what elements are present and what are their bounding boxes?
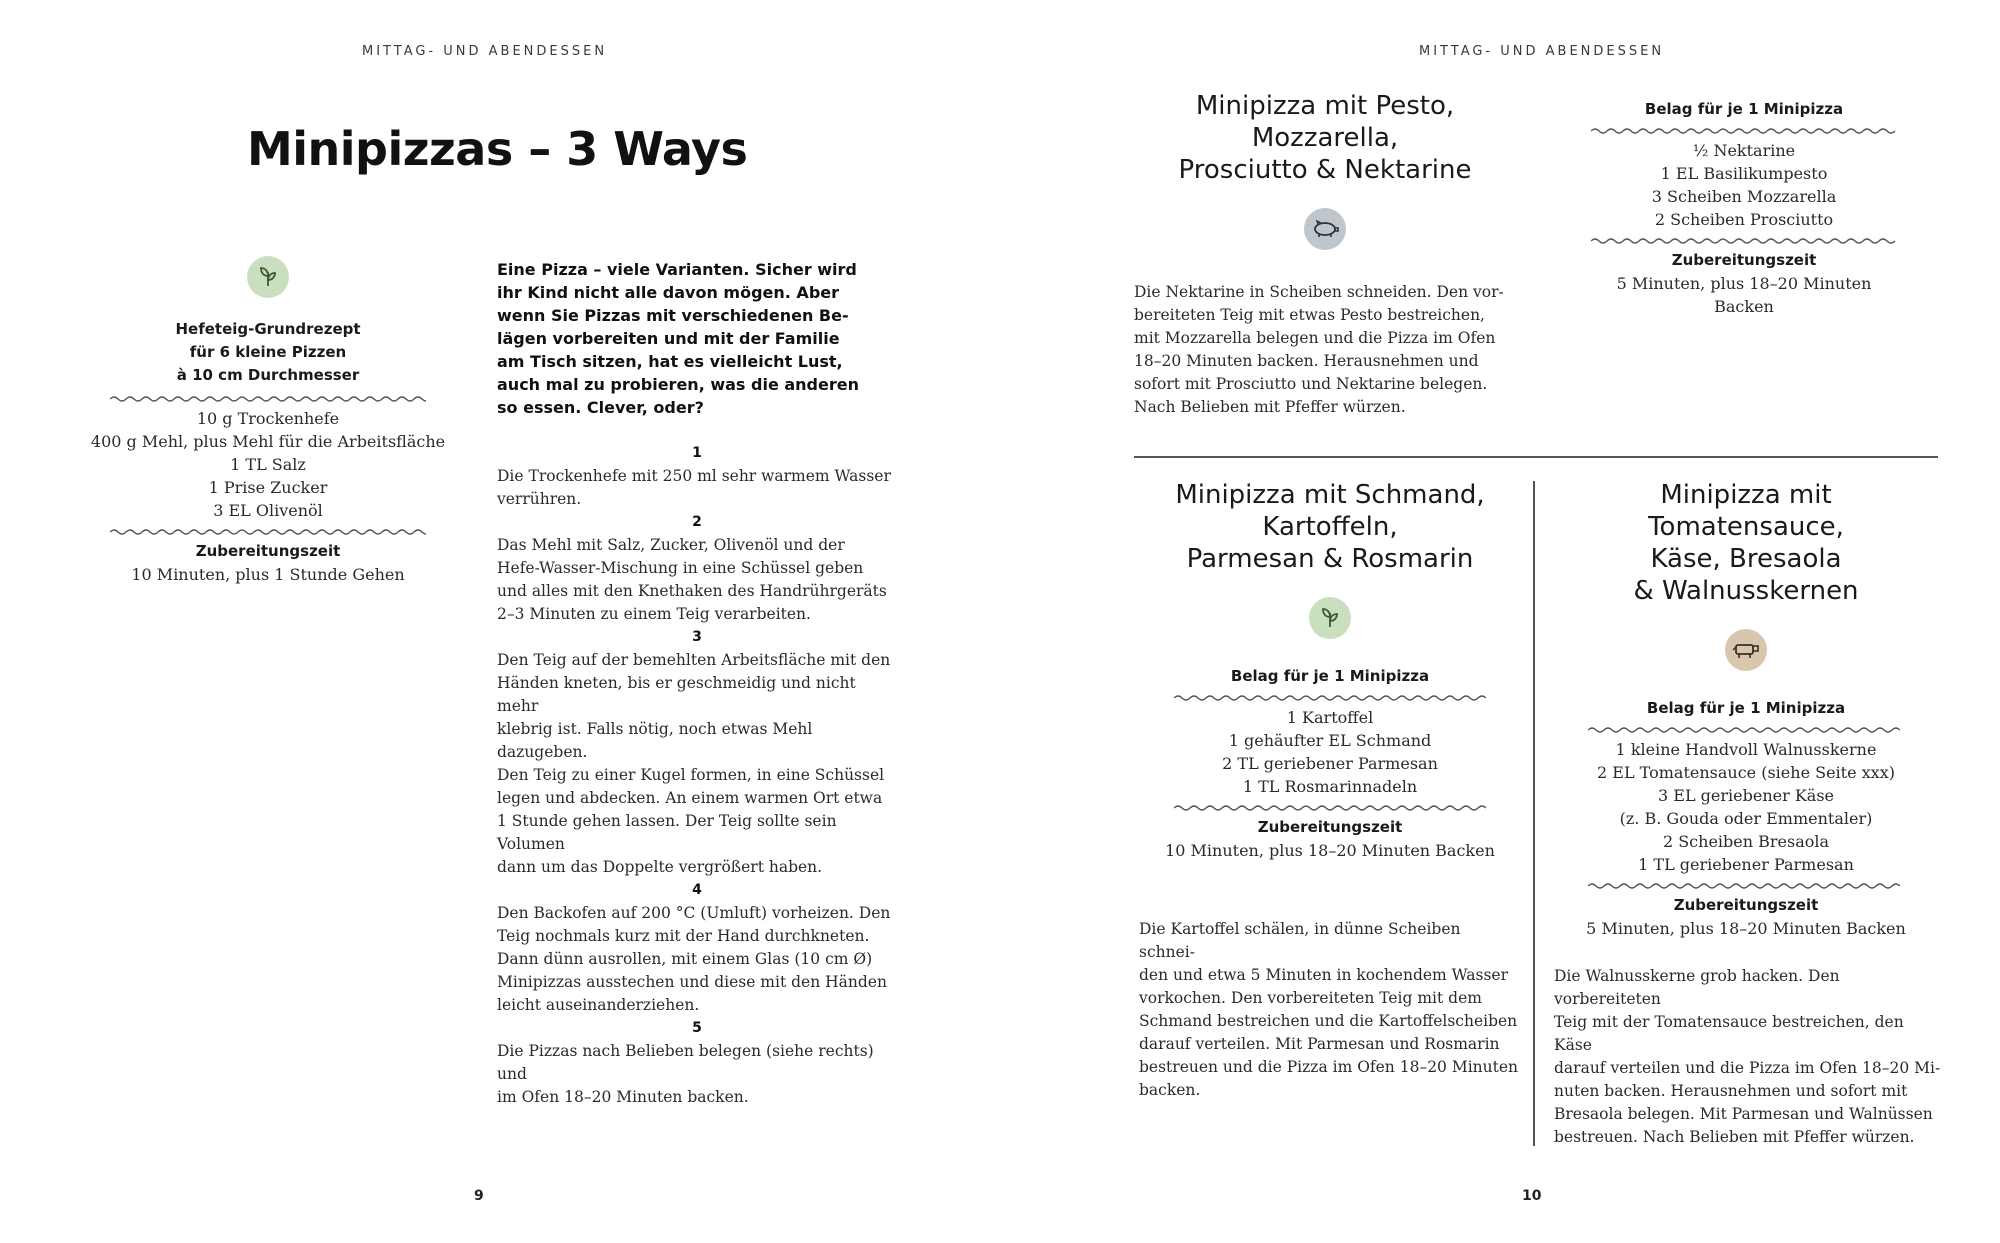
list-item: 1 TL Rosmarinnadeln bbox=[1242, 777, 1418, 796]
page-title: Minipizzas – 3 Ways bbox=[247, 122, 748, 176]
running-head-right: MITTAG- UND ABENDESSEN bbox=[1419, 44, 1665, 59]
list-item: 1 EL Basilikumpesto bbox=[1660, 164, 1828, 183]
recipe1-title: Minipizza mit Pesto, Mozzarella, Prosciutto & Nektarine bbox=[1178, 91, 1472, 185]
prep-time-value: 10 Minuten, plus 1 Stunde Gehen bbox=[131, 565, 405, 584]
list-item: 400 g Mehl, plus Mehl für die Arbeitsfläche bbox=[90, 432, 446, 451]
ingredient-list bbox=[1164, 706, 1496, 798]
topping-label: Belag für je 1 Minipizza bbox=[1230, 667, 1430, 685]
recipe2 bbox=[1164, 479, 1496, 862]
step-number: 2 bbox=[692, 514, 702, 530]
list-item: (z. B. Gouda oder Emmentaler) bbox=[1619, 809, 1873, 828]
ingredient-list bbox=[1591, 139, 1897, 231]
list-item: 2 TL geriebener Parmesan bbox=[1222, 754, 1438, 773]
step-1: 1 Die Trockenhefe mit 250 ml sehr warmem Wasser verrühren. bbox=[497, 442, 897, 511]
step-number: 5 bbox=[692, 1020, 702, 1036]
column-divider bbox=[1533, 481, 1535, 1146]
topping-label: Belag für je 1 Minipizza bbox=[1644, 100, 1844, 118]
list-item: 1 gehäufter EL Schmand bbox=[1228, 731, 1432, 750]
step-4: 4 Den Backofen auf 200 °C (Umluft) vorheizen. Den Teig nochmals kurz mit der Hand durchkneten. Dann dünn ausrollen, mit einem Glas (10 cm Ø) Minipizzas ausstechen und diese mit den Händen leicht auseinanderziehen. bbox=[497, 879, 897, 1017]
wavy-rule bbox=[1588, 726, 1904, 734]
list-item: 2 EL Tomatensauce (siehe Seite xxx) bbox=[1597, 763, 1895, 782]
list-item: ½ Nektarine bbox=[1692, 141, 1796, 160]
prep-time-value: 5 Minuten, plus 18–20 Minuten Backen bbox=[1586, 919, 1906, 938]
base-recipe-sidebar bbox=[90, 256, 446, 586]
list-item: 3 Scheiben Mozzarella bbox=[1651, 187, 1837, 206]
recipe3-title: Minipizza mit Tomatensauce, Käse, Bresaola & Walnusskernen bbox=[1633, 480, 1859, 606]
list-item: 1 kleine Handvoll Walnusskerne bbox=[1615, 740, 1877, 759]
page-number-left: 9 bbox=[474, 1188, 484, 1204]
section-divider bbox=[1134, 456, 1938, 458]
topping-label: Belag für je 1 Minipizza bbox=[1646, 699, 1846, 717]
recipe3-text: Die Walnusskerne grob hacken. Den vorbereiteten Teig mit der Tomatensauce bestreichen, den Käse darauf verteilen und die Pizza im Ofen 18–20 Mi- nuten backen. Herausnehmen und sofort mit Bresaola belegen. Mit Parmesan und Walnüssen bestreuen. Nach Belieben mit Pfeffer würzen. bbox=[1554, 967, 1941, 1146]
step-2: 2 Das Mehl mit Salz, Zucker, Olivenöl und der Hefe-Wasser-Mischung in eine Schüssel geben und alles mit den Knethaken des Handrührgeräts 2–3 Minuten zu einem Teig verarbeiten. bbox=[497, 511, 897, 626]
prep-time-label: Zubereitungszeit bbox=[1673, 896, 1819, 914]
list-item: 3 EL Olivenöl bbox=[213, 501, 323, 520]
prep-time-label: Zubereitungszeit bbox=[1257, 818, 1403, 836]
wavy-rule bbox=[1174, 804, 1486, 812]
pig-icon bbox=[1304, 208, 1346, 250]
wavy-rule bbox=[1591, 127, 1897, 135]
intro-text: Eine Pizza – viele Varianten. Sicher wird ihr Kind nicht alle davon mögen. Aber wenn Sie Pizzas mit verschiedenen Be- lägen vorbereiten und mit der Familie am Tisch sitzen, hat es vielleicht Lust, auch mal zu probieren, was die anderen so essen. Clever, oder? bbox=[497, 260, 859, 417]
list-item: 1 Prise Zucker bbox=[208, 478, 328, 497]
list-item: 1 TL Salz bbox=[230, 455, 306, 474]
step-3: 3 Den Teig auf der bemehlten Arbeitsfläche mit den Händen kneten, bis er geschmeidig und nicht mehr klebrig ist. Falls nötig, noch etwas Mehl dazugeben. Den Teig zu einer Kugel formen, in eine Schüssel legen und abdecken. An einem warmen Ort etwa 1 Stunde gehen lassen. Der Teig sollte sein Volumen dann um das Doppelte vergrößert haben. bbox=[497, 626, 897, 879]
recipe1-text: Die Nektarine in Scheiben schneiden. Den vor- bereiteten Teig mit etwas Pesto bestreichen, mit Mozzarella belegen und die Pizza im Ofen 18–20 Minuten backen. Herausnehmen und sofort mit Prosciutto und Nektarine belegen. Nach Belieben mit Pfeffer würzen. bbox=[1134, 283, 1504, 416]
recipe1-header bbox=[1150, 90, 1500, 250]
page-number-right: 10 bbox=[1522, 1188, 1542, 1204]
recipe3 bbox=[1566, 479, 1926, 940]
base-ingredient-list bbox=[90, 407, 446, 522]
list-item: 2 Scheiben Bresaola bbox=[1662, 832, 1830, 851]
step-number: 1 bbox=[692, 445, 702, 461]
prep-time-value: 5 Minuten, plus 18–20 Minuten Backen bbox=[1616, 274, 1872, 316]
recipe2-text: Die Kartoffel schälen, in dünne Scheiben schnei- den und etwa 5 Minuten in kochendem Wasser vorkochen. Den vorbereiteten Teig mit dem Schmand bestreichen und die Kartoffelscheiben darauf verteilen. Mit Parmesan und Rosmarin bestreuen und die Pizza im Ofen 18–20 Minuten backen. bbox=[1139, 920, 1519, 1099]
wavy-rule bbox=[110, 528, 426, 536]
ingredient-list bbox=[1566, 738, 1926, 876]
leaf-icon bbox=[247, 256, 289, 298]
recipe1-toppings bbox=[1591, 98, 1897, 318]
method-column bbox=[497, 258, 897, 1109]
prep-time-value: 10 Minuten, plus 18–20 Minuten Backen bbox=[1165, 841, 1495, 860]
step-5: 5 Die Pizzas nach Belieben belegen (siehe rechts) und im Ofen 18–20 Minuten backen. bbox=[497, 1017, 897, 1109]
list-item: 1 Kartoffel bbox=[1286, 708, 1374, 727]
base-recipe-heading: Hefeteig-Grundrezept für 6 kleine Pizzen à 10 cm Durchmesser bbox=[175, 320, 361, 384]
running-head-left: MITTAG- UND ABENDESSEN bbox=[362, 44, 608, 59]
list-item: 3 EL geriebener Käse bbox=[1658, 786, 1834, 805]
wavy-rule bbox=[1174, 694, 1486, 702]
step-number: 3 bbox=[692, 629, 702, 645]
recipe2-title: Minipizza mit Schmand, Kartoffeln, Parmesan & Rosmarin bbox=[1175, 480, 1485, 574]
list-item: 2 Scheiben Prosciutto bbox=[1654, 210, 1834, 229]
wavy-rule bbox=[110, 395, 426, 403]
list-item: 10 g Trockenhefe bbox=[196, 409, 340, 428]
list-item: 1 TL geriebener Parmesan bbox=[1638, 855, 1854, 874]
prep-time-label: Zubereitungszeit bbox=[1671, 251, 1817, 269]
cow-icon bbox=[1725, 629, 1767, 671]
wavy-rule bbox=[1588, 882, 1904, 890]
leaf-icon bbox=[1309, 597, 1351, 639]
wavy-rule bbox=[1591, 237, 1897, 245]
step-number: 4 bbox=[692, 882, 702, 898]
prep-time-label: Zubereitungszeit bbox=[195, 542, 341, 560]
